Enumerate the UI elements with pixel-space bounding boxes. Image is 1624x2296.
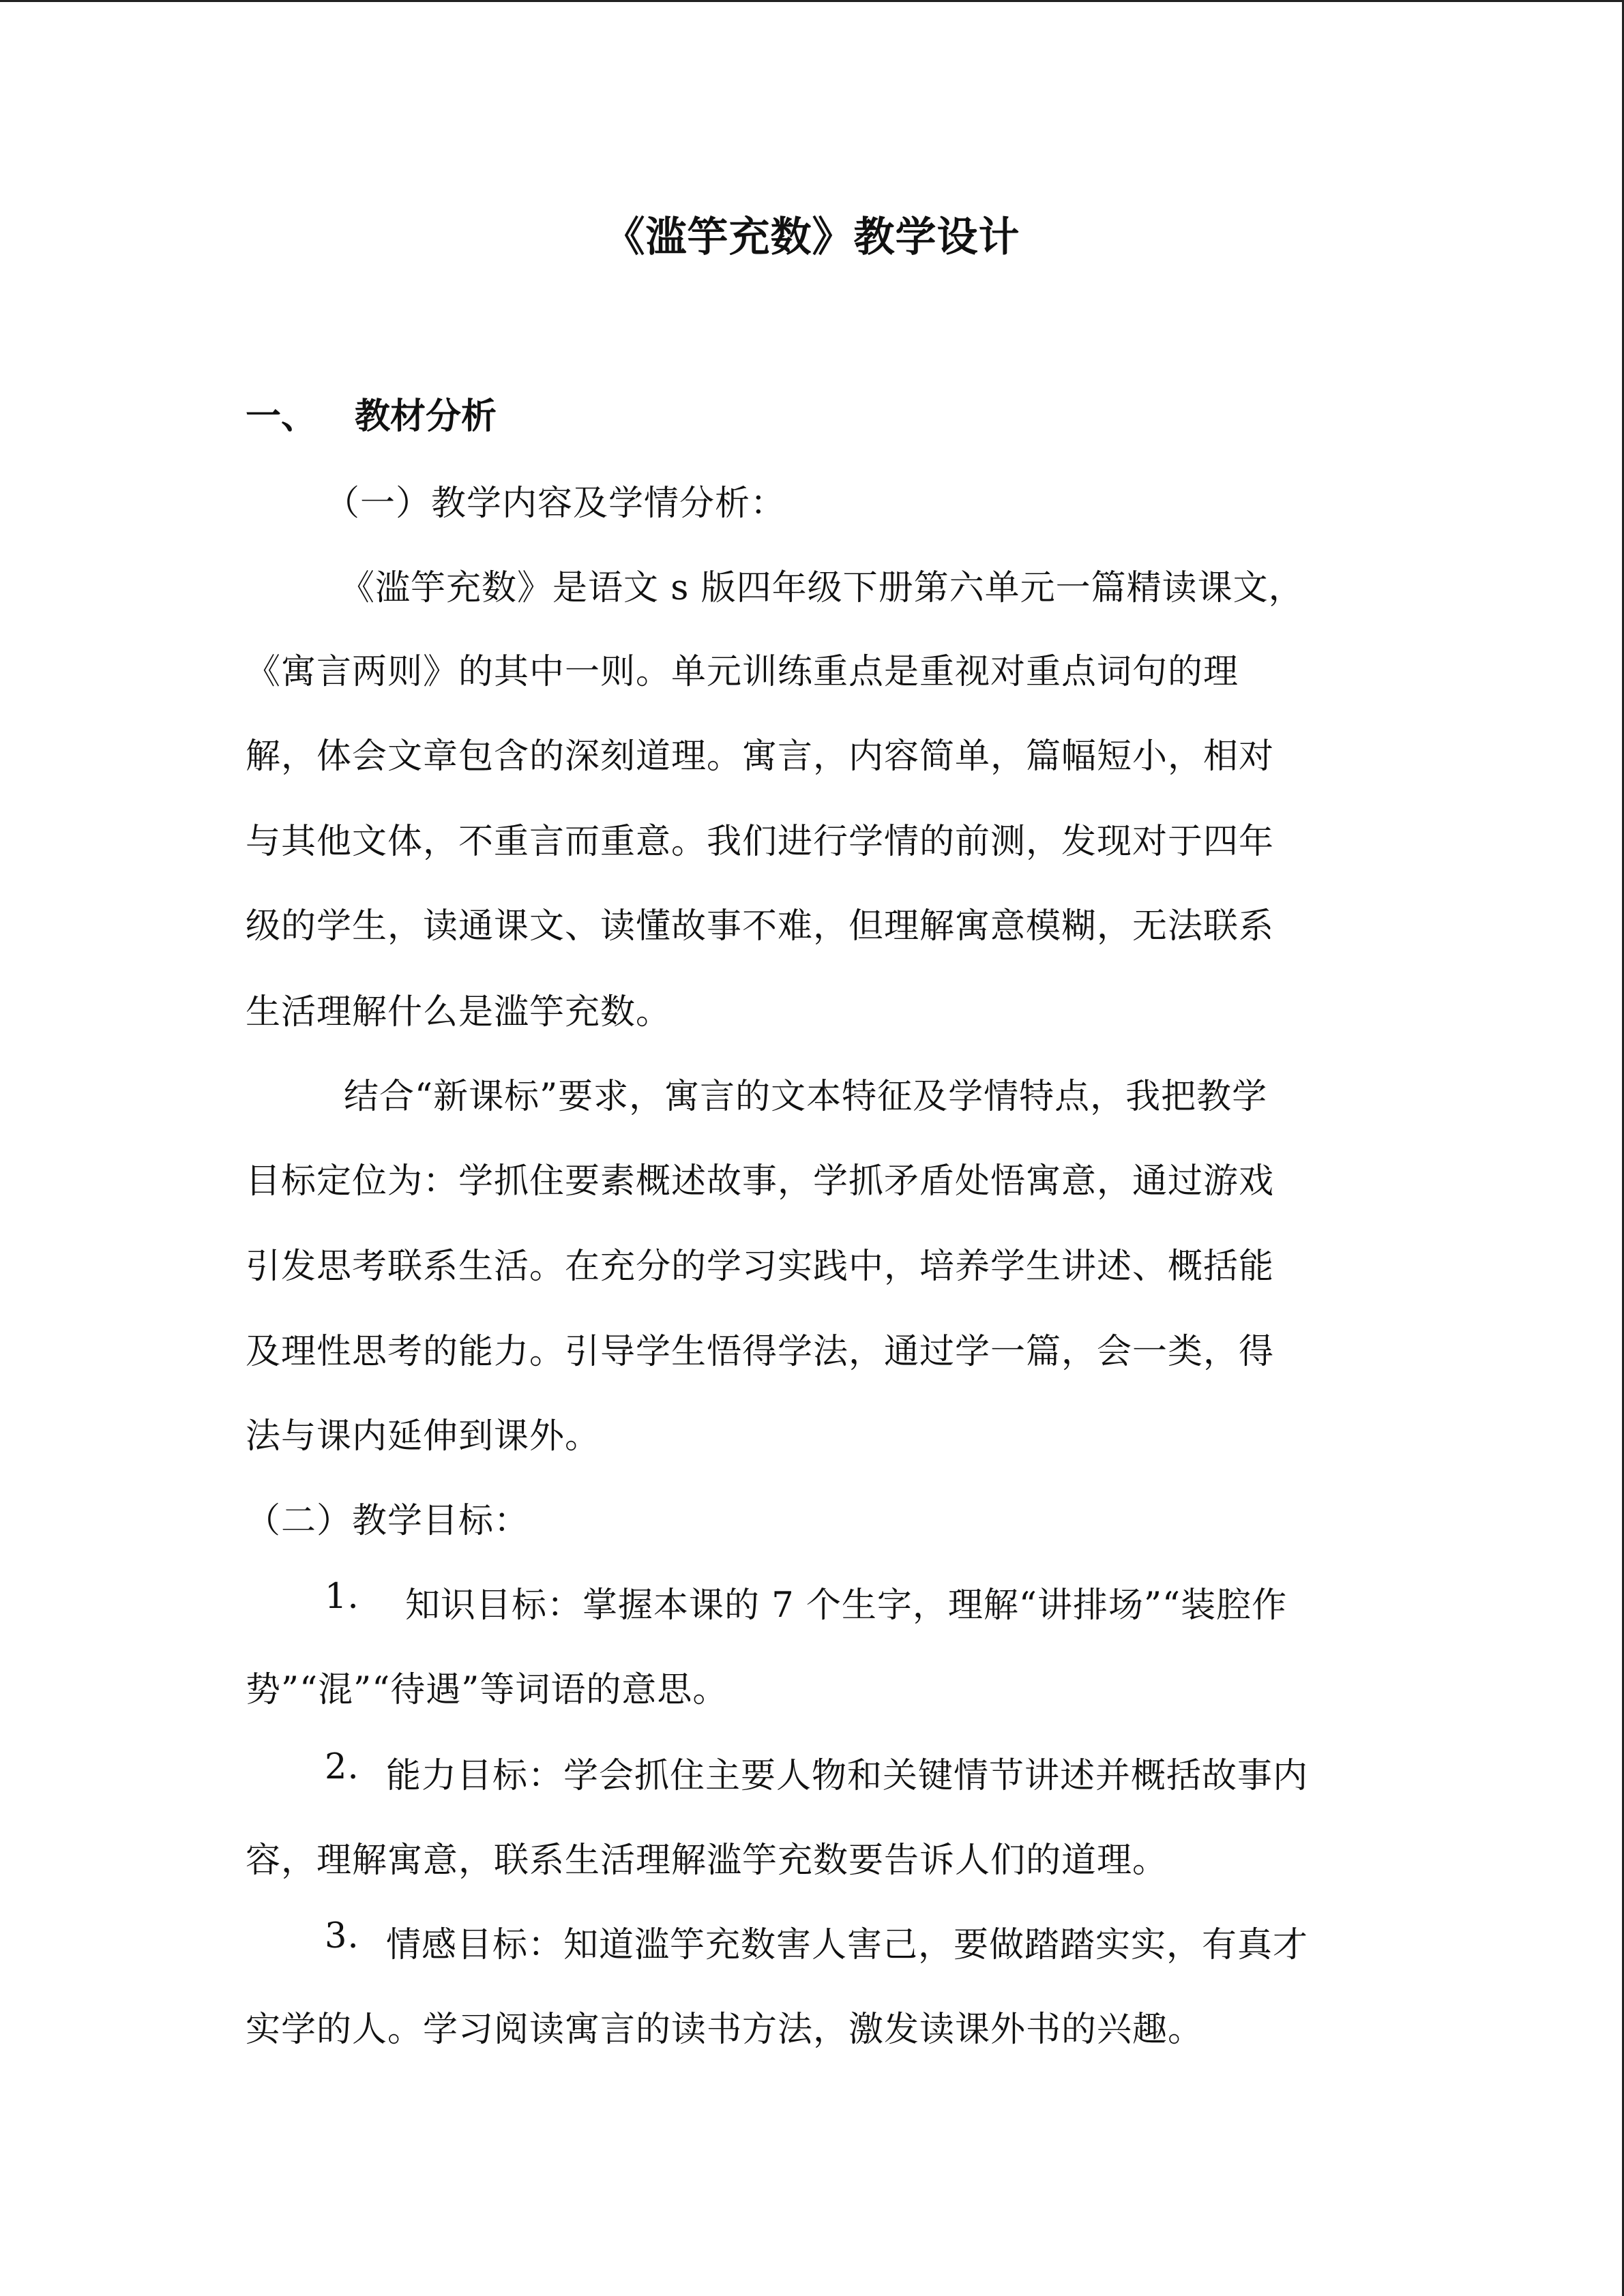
section-heading-1: [246, 387, 497, 438]
goal-number: 1.: [325, 1577, 359, 1617]
paragraph-line: 生活理解什么是滥竽充数。: [246, 992, 672, 1032]
paragraph-line: 《滥竽充数》是语文 s 版四年级下册第六单元一篇精读课文，: [340, 568, 1304, 608]
paragraph-line: 目标定位为：学抓住要素概述故事，学抓矛盾处悟寓意，通过游戏: [246, 1161, 1275, 1202]
paragraph-line: 结合“新课标”要求，寓言的文本特征及学情特点，我把教学: [344, 1077, 1268, 1117]
goal-line: 容，理解寓意，联系生活理解滥竽充数要告诉人们的道理。: [246, 1840, 1168, 1881]
goal-number: 2.: [325, 1747, 359, 1787]
goal-line: 能力目标：学会抓住主要人物和关键情节讲述并概括故事内: [386, 1756, 1309, 1796]
subsection-heading-1: （一）教学内容及学情分析：: [325, 483, 786, 524]
paragraph-line: 解，体会文章包含的深刻道理。寓言，内容简单，篇幅短小，相对: [246, 736, 1275, 777]
goal-line: 势”“混”“待遇”等词语的意思。: [246, 1670, 728, 1710]
paragraph-line: 《寓言两则》的其中一则。单元训练重点是重视对重点词句的理: [246, 652, 1239, 692]
document-title: 《滥竽充数》教学设计: [604, 213, 1020, 261]
paragraph-line: 级的学生，读通课文、读懂故事不难，但理解寓意模糊，无法联系: [246, 906, 1275, 946]
paragraph-line: 引发思考联系生活。在充分的学习实践中，培养学生讲述、概括能: [246, 1247, 1275, 1287]
goal-line: 实学的人。学习阅读寓言的读书方法，激发读课外书的兴趣。: [246, 2010, 1204, 2050]
goal-line: 情感目标：知道滥竽充数害人害己，要做踏踏实实，有真才: [386, 1925, 1309, 1965]
paragraph-line: 及理性思考的能力。引导学生悟得学法，通过学一篇，会一类，得: [246, 1332, 1275, 1372]
section-title: 教材分析: [355, 396, 497, 437]
goal-line: 知识目标：掌握本课的 7 个生字，理解“讲排场”“装腔作: [405, 1585, 1288, 1626]
paragraph-line: 与其他文体，不重言而重意。我们进行学情的前测，发现对于四年: [246, 822, 1275, 862]
subsection-heading-2: （二）教学目标：: [246, 1501, 530, 1541]
section-number: 一、: [246, 396, 317, 437]
goal-number: 3.: [325, 1916, 359, 1956]
paragraph-line: 法与课内延伸到课外。: [246, 1416, 601, 1457]
